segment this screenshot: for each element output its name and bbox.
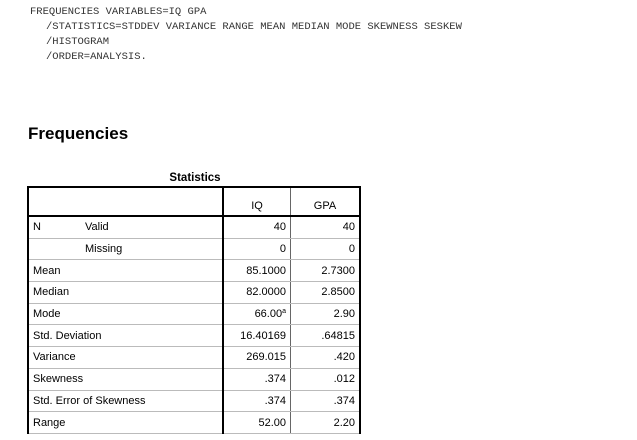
table-row [28, 303, 360, 325]
cell-iq-valid: 40 [223, 216, 291, 238]
cell-gpa-mode: 2.90 [291, 303, 361, 325]
table-row [28, 216, 360, 238]
cell-gpa-median: 2.8500 [291, 282, 361, 304]
cell-iq-std: 16.40169 [223, 325, 291, 347]
cell-gpa-missing: 0 [291, 238, 361, 260]
cell-iq-mode-value: 66.00 [254, 308, 283, 321]
row-label-se-skewness: Std. Error of Skewness [28, 390, 223, 412]
syntax-line: FREQUENCIES VARIABLES=IQ GPA [30, 6, 207, 18]
cell-gpa-mean: 2.7300 [291, 260, 361, 282]
output-heading: Frequencies [28, 124, 129, 143]
table-title: Statistics [169, 172, 221, 184]
syntax-line: /HISTOGRAM [46, 36, 110, 48]
table-row [28, 282, 360, 304]
row-label-n: N [28, 216, 81, 238]
cell-iq-median: 82.0000 [223, 282, 291, 304]
table-row [28, 325, 360, 347]
row-label-range: Range [28, 412, 223, 434]
cell-gpa-range: 2.20 [291, 412, 361, 434]
cell-gpa-skewness: .012 [291, 368, 361, 390]
cell-iq-se-skewness: .374 [223, 390, 291, 412]
cell-iq-missing: 0 [223, 238, 291, 260]
cell-gpa-variance: .420 [291, 347, 361, 369]
cell-iq-mean: 85.1000 [223, 260, 291, 282]
row-label-mean: Mean [28, 260, 223, 282]
column-header-iq: IQ [223, 187, 291, 216]
footnote-marker: a [282, 308, 286, 316]
syntax-block [30, 5, 462, 65]
statistics-table [27, 186, 361, 434]
table-row [28, 390, 360, 412]
table-row [28, 347, 360, 369]
column-header-gpa: GPA [291, 187, 361, 216]
row-sublabel-valid: Valid [81, 216, 223, 238]
row-label-mode: Mode [28, 303, 223, 325]
table-row [28, 238, 360, 260]
cell-gpa-std: .64815 [291, 325, 361, 347]
syntax-line: /STATISTICS=STDDEV VARIANCE RANGE MEAN MEDIAN MODE SKEWNESS SESKEW [46, 21, 462, 33]
table-row [28, 260, 360, 282]
syntax-line: /ORDER=ANALYSIS. [46, 51, 147, 63]
table-row [28, 368, 360, 390]
table-row [28, 412, 360, 434]
cell-gpa-se-skewness: .374 [291, 390, 361, 412]
cell-iq-range: 52.00 [223, 412, 291, 434]
row-label-std-deviation: Std. Deviation [28, 325, 223, 347]
row-label-skewness: Skewness [28, 368, 223, 390]
cell-iq-skewness: .374 [223, 368, 291, 390]
row-label-variance: Variance [28, 347, 223, 369]
cell-iq-mode [223, 303, 291, 325]
cell-iq-variance: 269.015 [223, 347, 291, 369]
row-label-median: Median [28, 282, 223, 304]
table-header-row [28, 187, 360, 216]
cell-gpa-valid: 40 [291, 216, 361, 238]
row-sublabel-missing: Missing [81, 238, 223, 260]
